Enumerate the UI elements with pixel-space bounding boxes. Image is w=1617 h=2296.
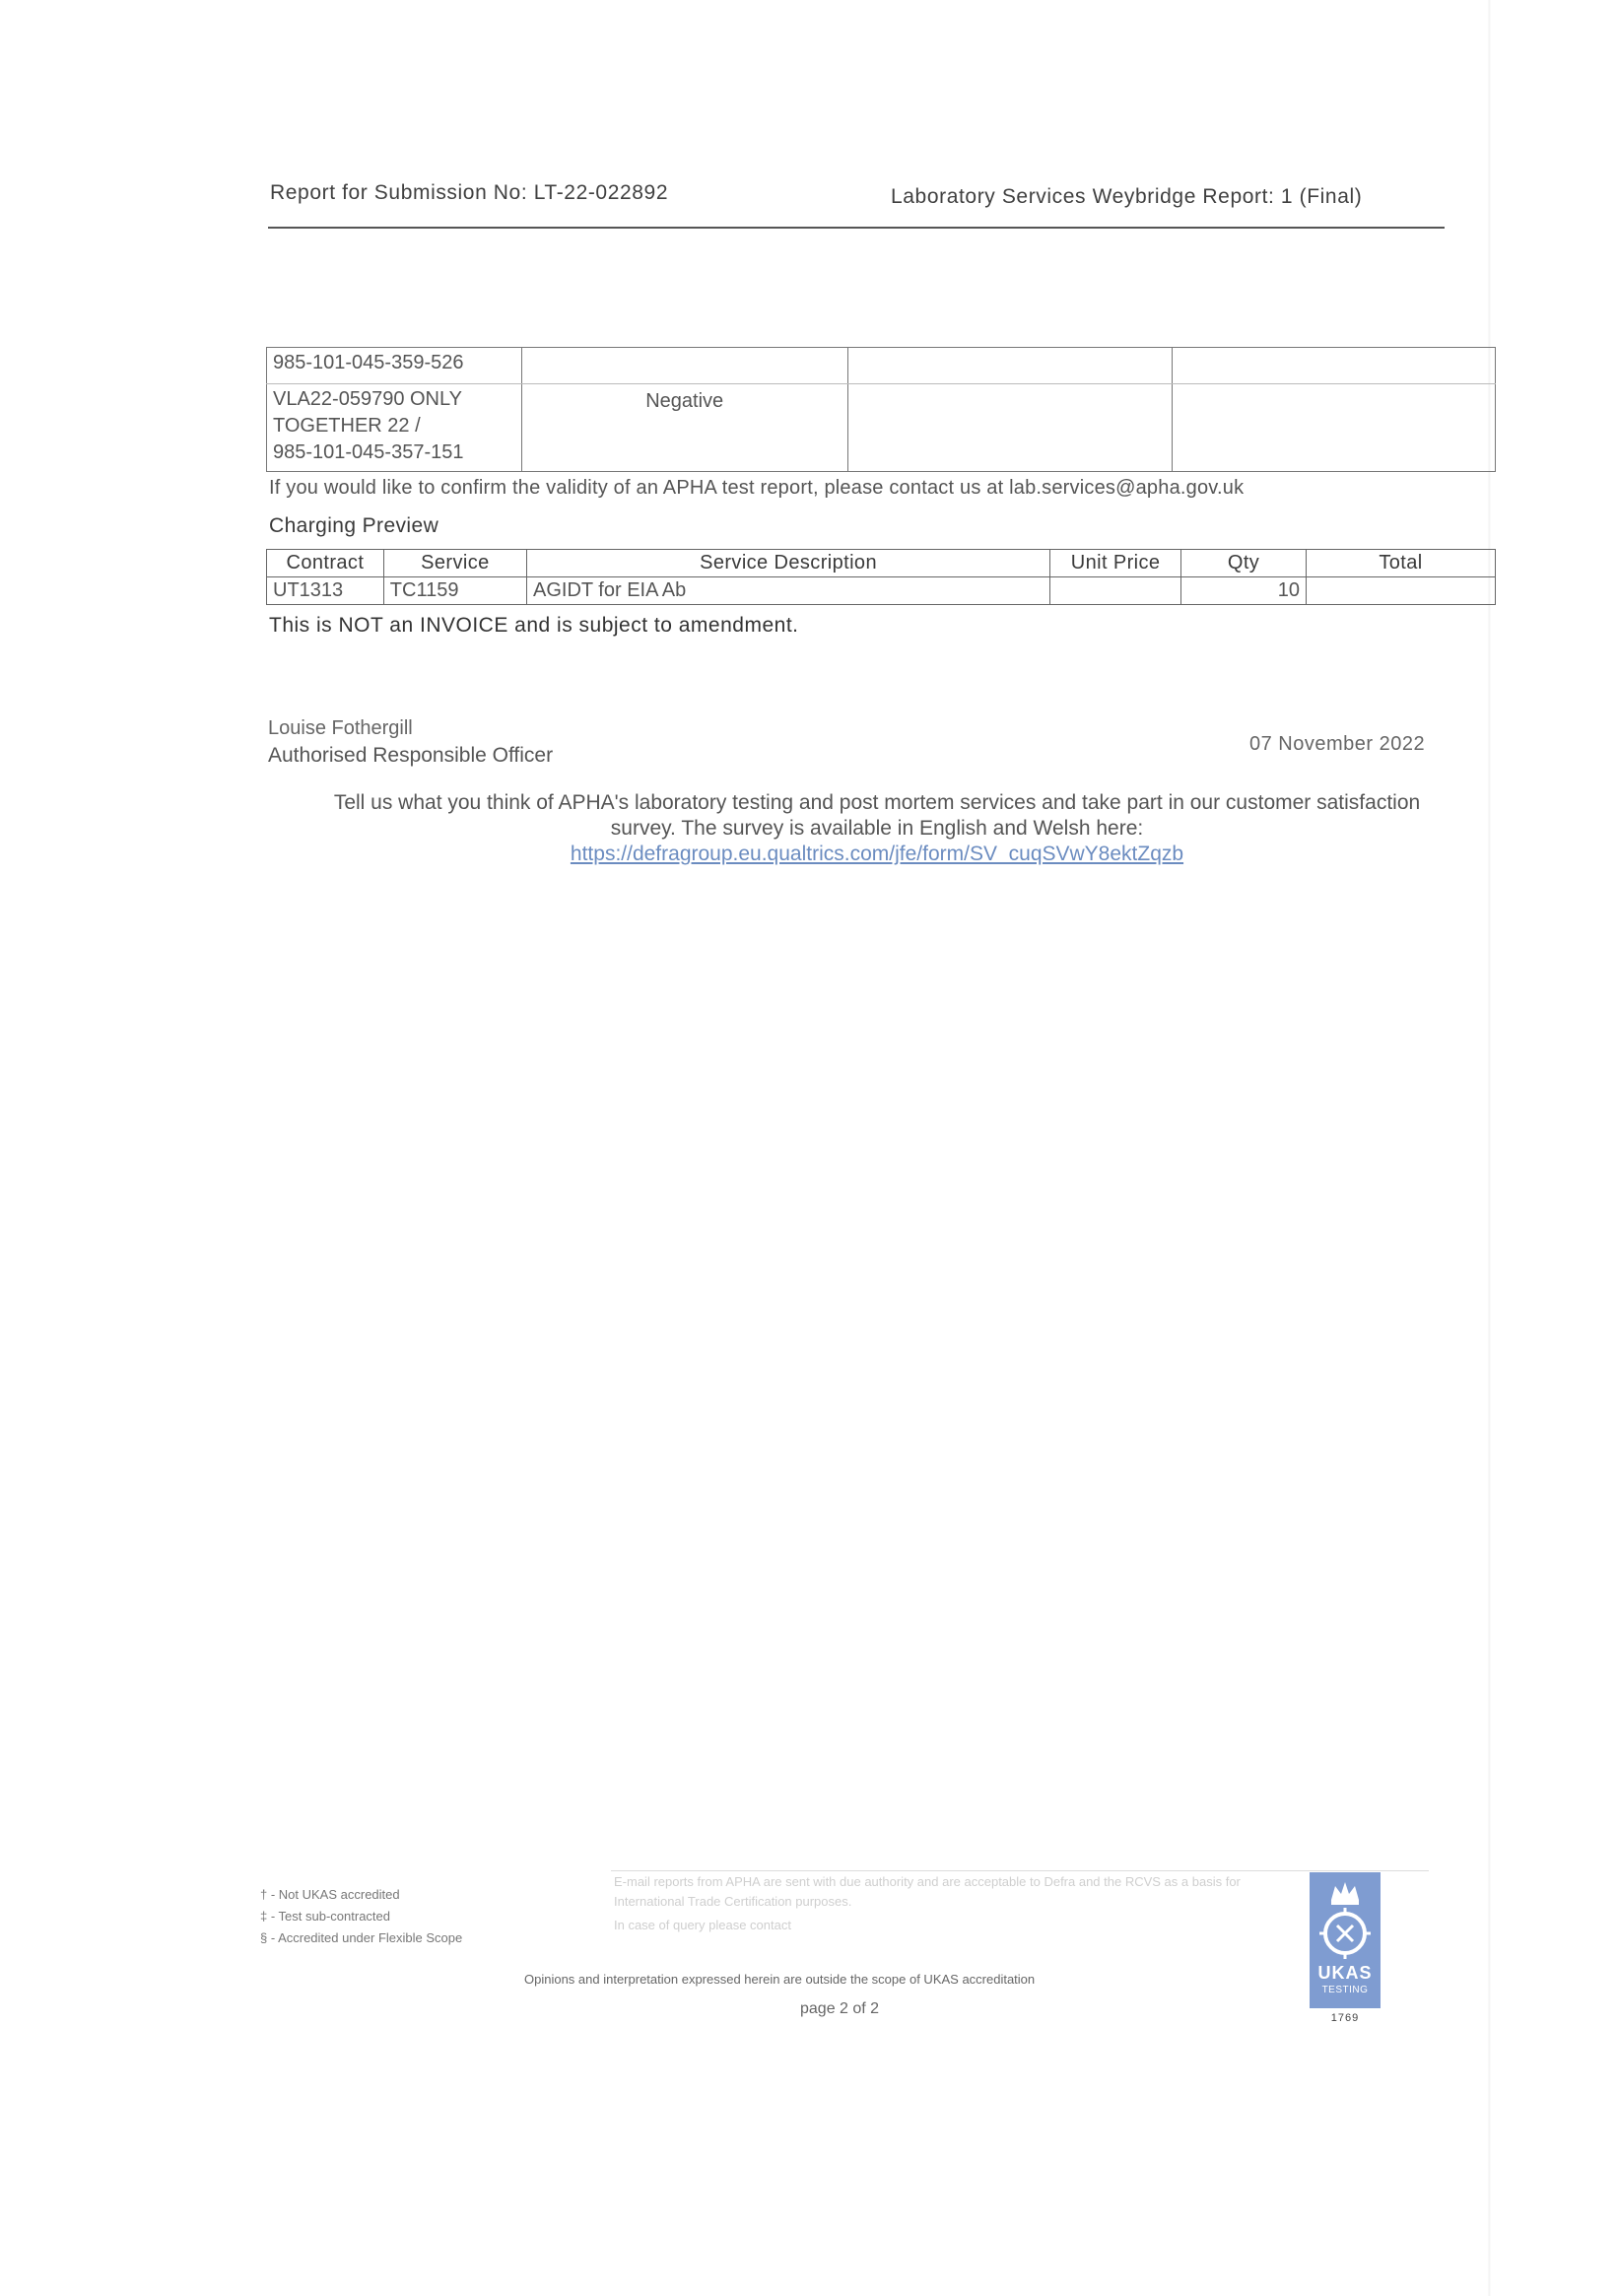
footnote-not-accredited: † - Not UKAS accredited [260,1887,400,1902]
ukas-testing-label: TESTING [1321,1985,1369,1995]
crown-icon [1310,1872,1381,1963]
sample-line: 985-101-045-357-151 [273,441,464,463]
sample-line: VLA22-059790 ONLY [273,388,462,410]
ukas-wordmark: UKAS [1317,1963,1373,1983]
survey-text-line: survey. The survey is available in English and Welsh here: [610,817,1144,840]
charging-table [266,549,1496,605]
qty-cell: 10 [1181,577,1307,605]
header-rule [268,227,1445,229]
report-title: Laboratory Services Weybridge Report: 1 (Final) [891,185,1363,208]
faint-disclaimer [614,1872,1245,1939]
charging-header-row [267,550,1496,577]
disclaimer-line: E-mail reports from APHA are sent with due authority and are acceptable to Defra and the RCVS as a basis for International Trade Certification purposes. [614,1874,1241,1909]
page-number: page 2 of 2 [800,2000,880,2017]
total-cell [1307,577,1496,605]
col-unit-price: Unit Price [1050,550,1181,577]
charging-row [267,577,1496,605]
results-row [267,348,1496,384]
col-service: Service [383,550,526,577]
footnote-legend [260,1884,462,1949]
col-total: Total [1307,550,1496,577]
ukas-opinion-notice: Opinions and interpretation expressed herein are outside the scope of UKAS accreditation [524,1972,1036,1987]
result-cell: Negative [521,384,847,472]
service-cell: TC1159 [383,577,526,605]
not-invoice-notice: This is NOT an INVOICE and is subject to amendment. [269,614,799,637]
validity-notice: If you would like to confirm the validity of an APHA test report, please contact us at lab.services@apha.gov.uk [269,477,1245,499]
empty-cell [847,348,1173,384]
survey-invitation [256,790,1498,867]
signatory-name: Louise Fothergill [268,717,413,739]
ukas-badge [1310,1872,1381,2024]
report-date: 07 November 2022 [1249,733,1426,755]
disclaimer-line: In case of query please contact [614,1918,791,1932]
contract-cell: UT1313 [267,577,384,605]
survey-link[interactable]: https://defragroup.eu.qualtrics.com/jfe/form/SV_cuqSVwY8ektZqzb [570,843,1184,865]
empty-cell [1173,348,1496,384]
results-table [266,347,1496,472]
result-cell [521,348,847,384]
ukas-logo [1310,1872,1381,2008]
col-qty: Qty [1181,550,1307,577]
col-description: Service Description [527,550,1050,577]
sample-id-cell: 985-101-045-359-526 [267,348,522,384]
footer-rule [611,1870,1429,1871]
ukas-accreditation-number: 1769 [1330,2012,1360,2024]
empty-cell [847,384,1173,472]
description-cell: AGIDT for EIA Ab [527,577,1050,605]
sample-line: TOGETHER 22 / [273,415,421,437]
submission-number: Report for Submission No: LT-22-022892 [270,181,669,204]
sample-id-cell [267,384,522,472]
results-row [267,384,1496,472]
charging-preview-title: Charging Preview [269,514,439,537]
scan-edge-shadow [1488,0,1491,2296]
unit-price-cell [1050,577,1181,605]
col-contract: Contract [267,550,384,577]
empty-cell [1173,384,1496,472]
footnote-subcontracted: ‡ - Test sub-contracted [260,1909,390,1924]
signatory-role: Authorised Responsible Officer [268,744,554,767]
footnote-flexible-scope: § - Accredited under Flexible Scope [260,1930,463,1945]
survey-text-line: Tell us what you think of APHA's laboratory testing and post mortem services and take part in our customer satisfaction [333,791,1421,814]
